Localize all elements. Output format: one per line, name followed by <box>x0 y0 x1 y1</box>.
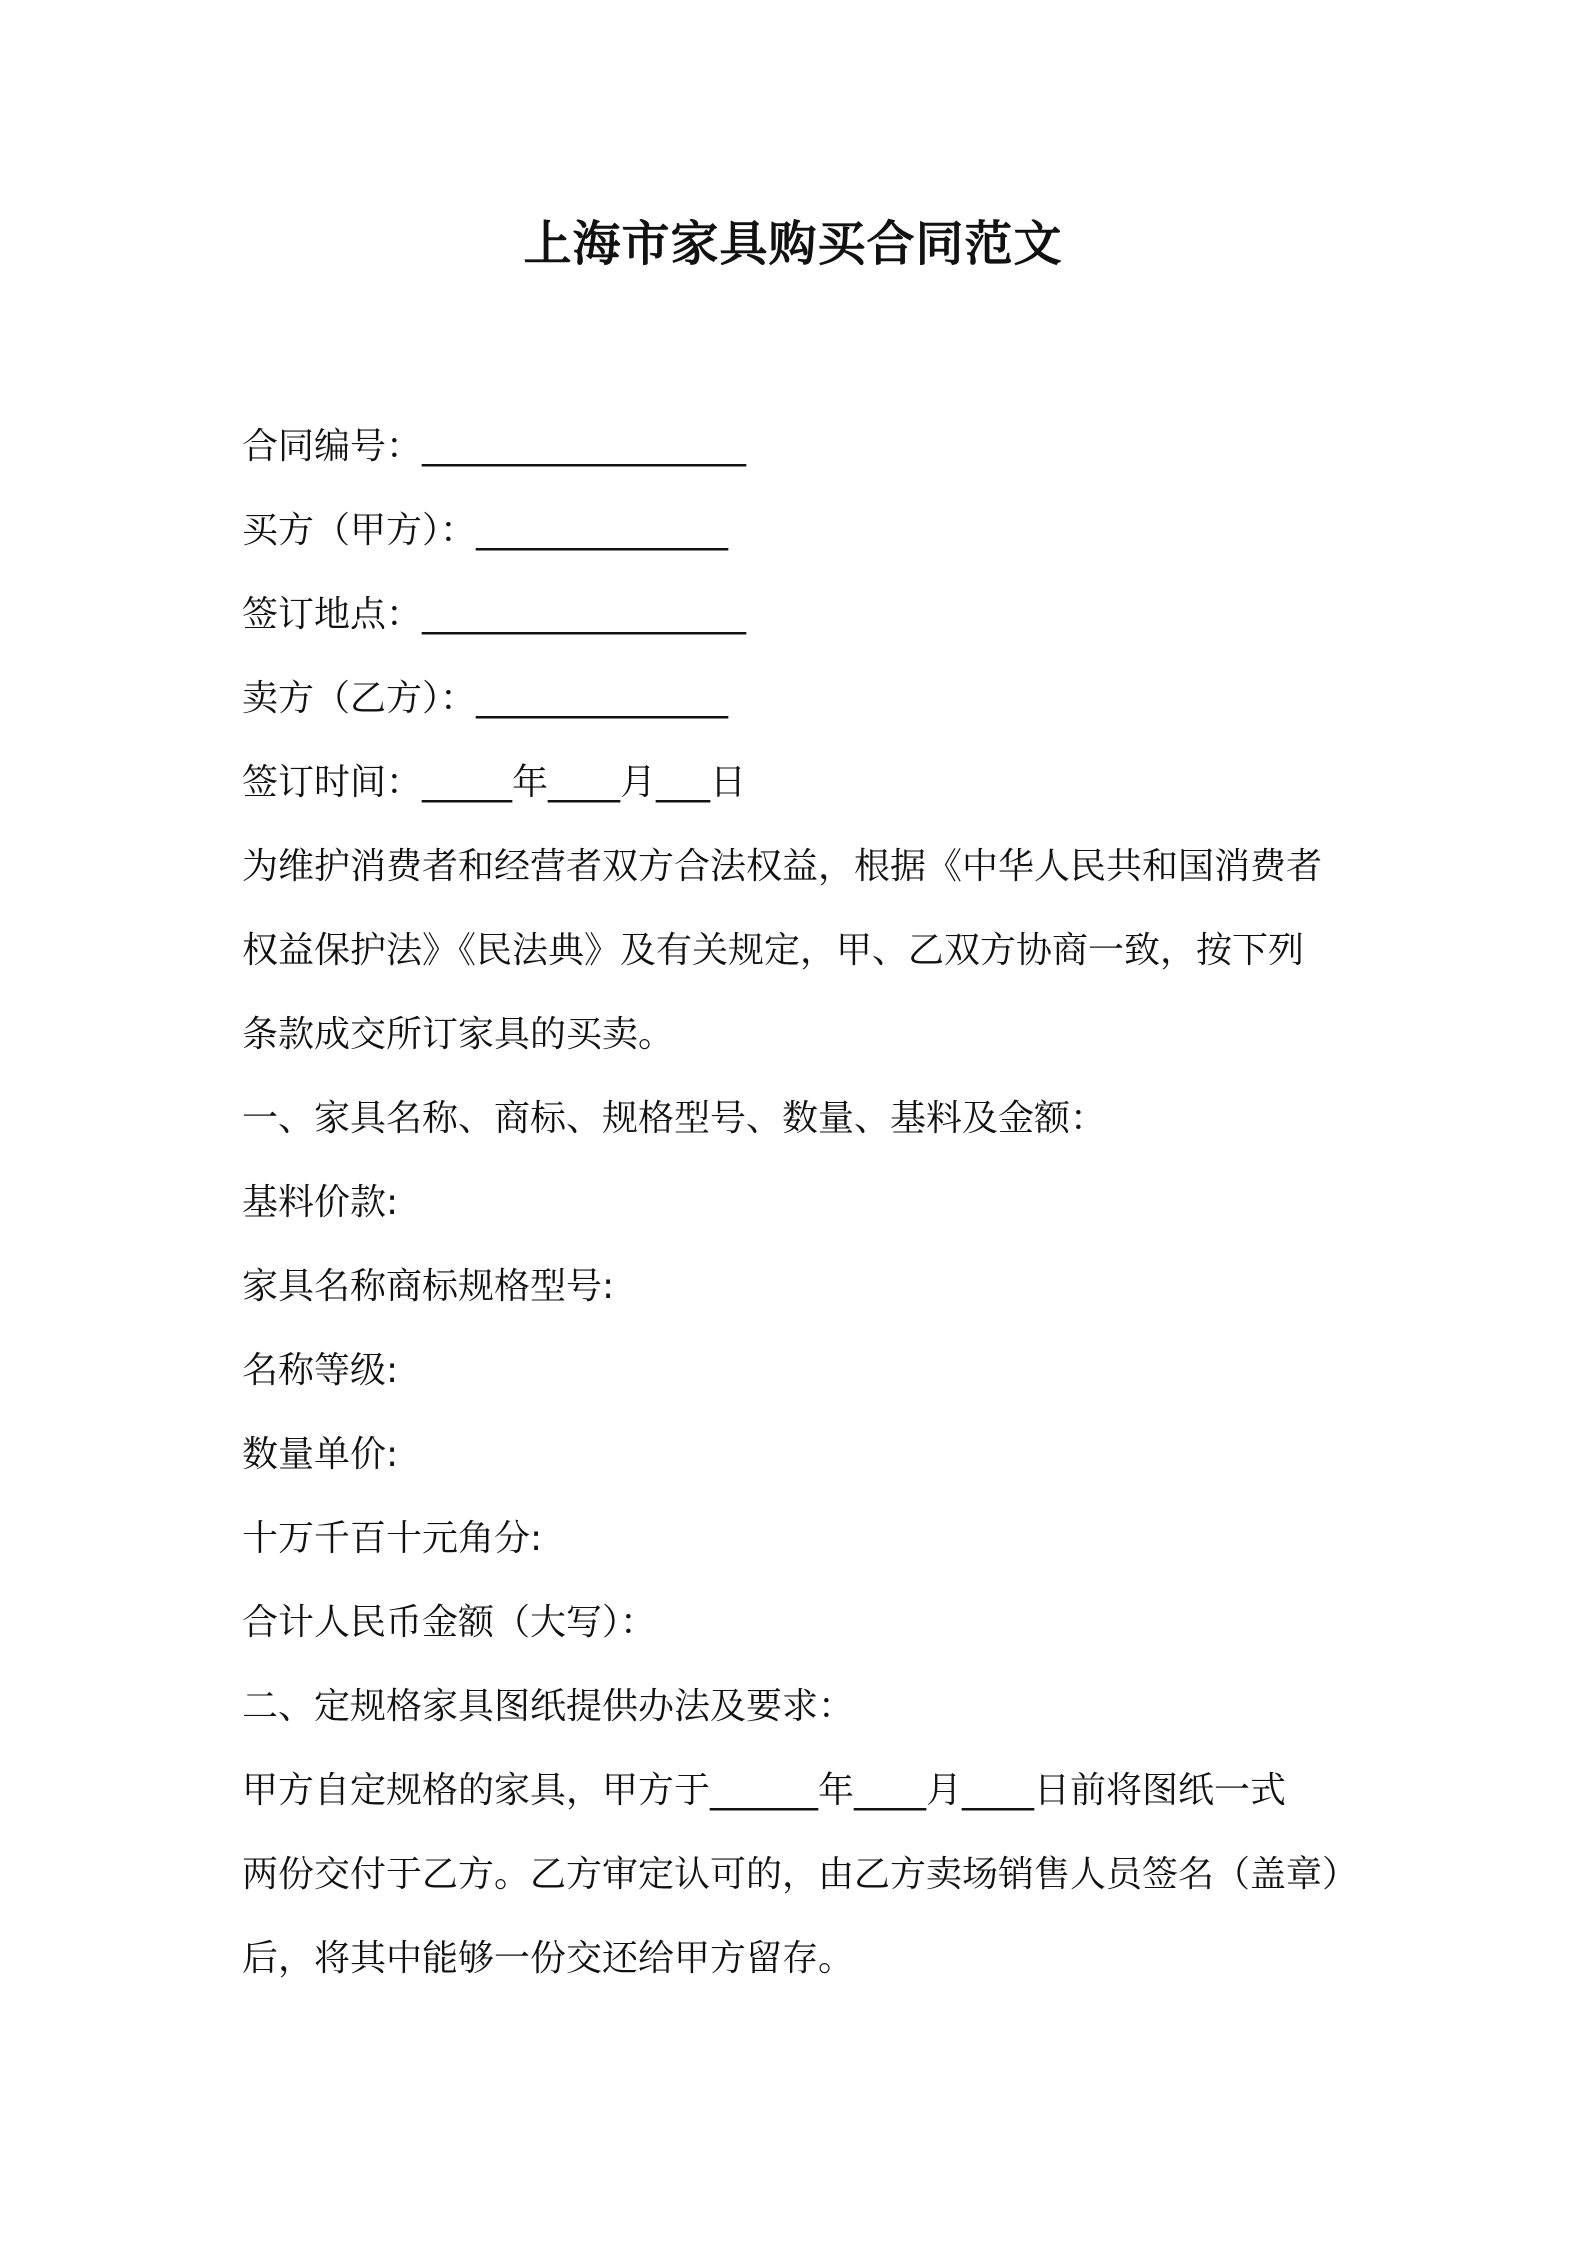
section-1-heading: 一、家具名称、商标、规格型号、数量、基料及金额： <box>242 1098 1107 1139</box>
section-1-item: 十万千百十元角分: <box>242 1518 543 1559</box>
section-2-paragraph <box>242 1749 1362 2001</box>
sign-place-field: 签订地点：__________________ <box>242 594 747 635</box>
intro-line: 权益保护法》《民法典》及有关规定，甲、乙双方协商一致，按下列 <box>242 930 1305 971</box>
document-title: 上海市家具购买合同范文 <box>523 216 1063 272</box>
document-body <box>242 405 1362 2001</box>
section-1-item: 基料价款: <box>242 1182 399 1223</box>
contract-number-field: 合同编号：__________________ <box>242 426 747 467</box>
intro-line: 条款成交所订家具的买卖。 <box>242 1014 675 1055</box>
intro-line: 为维护消费者和经营者双方合法权益，根据《中华人民共和国消费者 <box>242 846 1323 887</box>
section-2-line: 后，将其中能够一份交还给甲方留存。 <box>242 1938 855 1979</box>
section-1-item: 数量单价: <box>242 1434 399 1475</box>
section-1-item: 名称等级: <box>242 1350 399 1391</box>
section-1-item: 家具名称商标规格型号: <box>242 1266 615 1307</box>
section-2-heading: 二、定规格家具图纸提供办法及要求： <box>242 1686 855 1727</box>
intro-paragraph <box>242 825 1362 1077</box>
sign-time-field: 签订时间：_____年____月___日 <box>242 762 747 803</box>
section-1-item: 合计人民币金额（大写）： <box>242 1602 657 1643</box>
buyer-field: 买方（甲方）：______________ <box>242 510 729 551</box>
section-2-line: 两份交付于乙方。乙方审定认可的，由乙方卖场销售人员签名（盖章） <box>242 1854 1359 1895</box>
seller-field: 卖方（乙方）：______________ <box>242 678 729 719</box>
section-2-line: 甲方自定规格的家具，甲方于______年____月____日前将图纸一式 <box>242 1770 1287 1811</box>
